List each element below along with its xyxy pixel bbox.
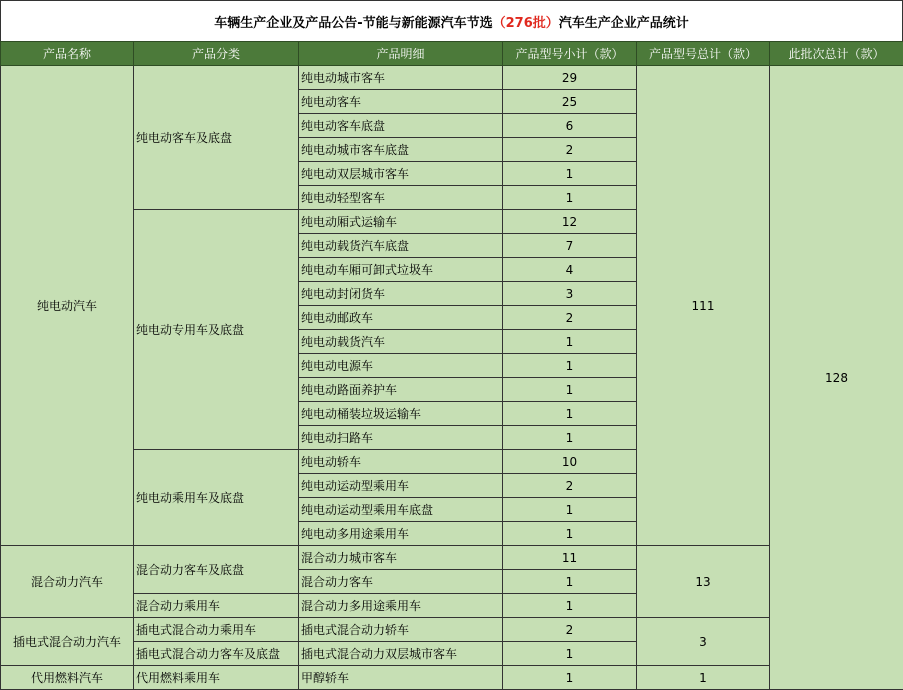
product-detail-cell: 纯电动载货汽车底盘 [299, 234, 503, 258]
model-subtotal-cell: 2 [503, 306, 637, 330]
table-row [1, 666, 903, 690]
product-detail-cell: 纯电动轿车 [299, 450, 503, 474]
header-row [1, 42, 903, 66]
model-subtotal-cell: 1 [503, 594, 637, 618]
product-detail-cell: 纯电动载货汽车 [299, 330, 503, 354]
product-detail-cell: 纯电动厢式运输车 [299, 210, 503, 234]
header-product-detail: 产品明细 [299, 42, 503, 66]
product-detail-cell: 纯电动扫路车 [299, 426, 503, 450]
model-subtotal-cell: 29 [503, 66, 637, 90]
model-subtotal-cell: 2 [503, 618, 637, 642]
product-detail-cell: 纯电动路面养护车 [299, 378, 503, 402]
product-detail-cell: 插电式混合动力双层城市客车 [299, 642, 503, 666]
model-subtotal-cell: 1 [503, 378, 637, 402]
header-batch-total: 此批次总计（款） [770, 42, 903, 66]
product-stats-table [0, 41, 903, 690]
header-model-subtotal: 产品型号小计（款） [503, 42, 637, 66]
model-subtotal-cell: 1 [503, 570, 637, 594]
product-detail-cell: 纯电动车厢可卸式垃圾车 [299, 258, 503, 282]
header-product-category: 产品分类 [134, 42, 299, 66]
product-category-cell: 纯电动乘用车及底盘 [134, 450, 299, 546]
model-subtotal-cell: 1 [503, 522, 637, 546]
model-subtotal-cell: 1 [503, 426, 637, 450]
product-detail-cell: 纯电动客车底盘 [299, 114, 503, 138]
model-subtotal-cell: 10 [503, 450, 637, 474]
model-subtotal-cell: 2 [503, 474, 637, 498]
product-detail-cell: 纯电动电源车 [299, 354, 503, 378]
product-name-cell: 插电式混合动力汽车 [1, 618, 134, 666]
product-detail-cell: 纯电动桶装垃圾运输车 [299, 402, 503, 426]
model-subtotal-cell: 1 [503, 498, 637, 522]
model-subtotal-cell: 1 [503, 162, 637, 186]
product-detail-cell: 纯电动双层城市客车 [299, 162, 503, 186]
product-category-cell: 纯电动专用车及底盘 [134, 210, 299, 450]
model-subtotal-cell: 1 [503, 186, 637, 210]
model-subtotal-cell: 1 [503, 330, 637, 354]
table-row [1, 618, 903, 642]
product-category-cell: 代用燃料乘用车 [134, 666, 299, 690]
title-prefix: 车辆生产企业及产品公告-节能与新能源汽车节选 [214, 12, 492, 31]
model-subtotal-cell: 11 [503, 546, 637, 570]
product-detail-cell: 插电式混合动力轿车 [299, 618, 503, 642]
product-name-cell: 混合动力汽车 [1, 546, 134, 618]
model-subtotal-cell: 7 [503, 234, 637, 258]
model-total-cell: 3 [637, 618, 770, 666]
header-model-total: 产品型号总计（款） [637, 42, 770, 66]
product-category-cell: 混合动力乘用车 [134, 594, 299, 618]
table-row [1, 546, 903, 570]
model-subtotal-cell: 2 [503, 138, 637, 162]
product-detail-cell: 纯电动邮政车 [299, 306, 503, 330]
product-detail-cell: 混合动力城市客车 [299, 546, 503, 570]
model-subtotal-cell: 1 [503, 642, 637, 666]
product-detail-cell: 纯电动客车 [299, 90, 503, 114]
model-subtotal-cell: 4 [503, 258, 637, 282]
model-subtotal-cell: 1 [503, 354, 637, 378]
product-category-cell: 插电式混合动力客车及底盘 [134, 642, 299, 666]
product-detail-cell: 纯电动城市客车 [299, 66, 503, 90]
model-subtotal-cell: 6 [503, 114, 637, 138]
product-detail-cell: 纯电动运动型乘用车 [299, 474, 503, 498]
model-subtotal-cell: 1 [503, 402, 637, 426]
header-product-name: 产品名称 [1, 42, 134, 66]
product-name-cell: 纯电动汽车 [1, 66, 134, 546]
product-detail-cell: 纯电动封闭货车 [299, 282, 503, 306]
product-detail-cell: 纯电动城市客车底盘 [299, 138, 503, 162]
model-subtotal-cell: 25 [503, 90, 637, 114]
product-category-cell: 插电式混合动力乘用车 [134, 618, 299, 642]
model-subtotal-cell: 1 [503, 666, 637, 690]
product-detail-cell: 甲醇轿车 [299, 666, 503, 690]
model-subtotal-cell: 12 [503, 210, 637, 234]
product-detail-cell: 混合动力多用途乘用车 [299, 594, 503, 618]
table-body [1, 66, 903, 690]
product-detail-cell: 混合动力客车 [299, 570, 503, 594]
model-subtotal-cell: 3 [503, 282, 637, 306]
table-title [0, 0, 903, 42]
model-total-cell: 1 [637, 666, 770, 690]
product-name-cell: 代用燃料汽车 [1, 666, 134, 690]
batch-total-cell: 128 [770, 66, 903, 690]
model-total-cell: 13 [637, 546, 770, 618]
product-detail-cell: 纯电动多用途乘用车 [299, 522, 503, 546]
product-detail-cell: 纯电动运动型乘用车底盘 [299, 498, 503, 522]
product-detail-cell: 纯电动轻型客车 [299, 186, 503, 210]
product-category-cell: 纯电动客车及底盘 [134, 66, 299, 210]
title-batch-highlight: （276批） [493, 12, 559, 31]
title-suffix: 汽车生产企业产品统计 [559, 12, 689, 31]
table-row [1, 66, 903, 90]
product-category-cell: 混合动力客车及底盘 [134, 546, 299, 594]
model-total-cell: 111 [637, 66, 770, 546]
